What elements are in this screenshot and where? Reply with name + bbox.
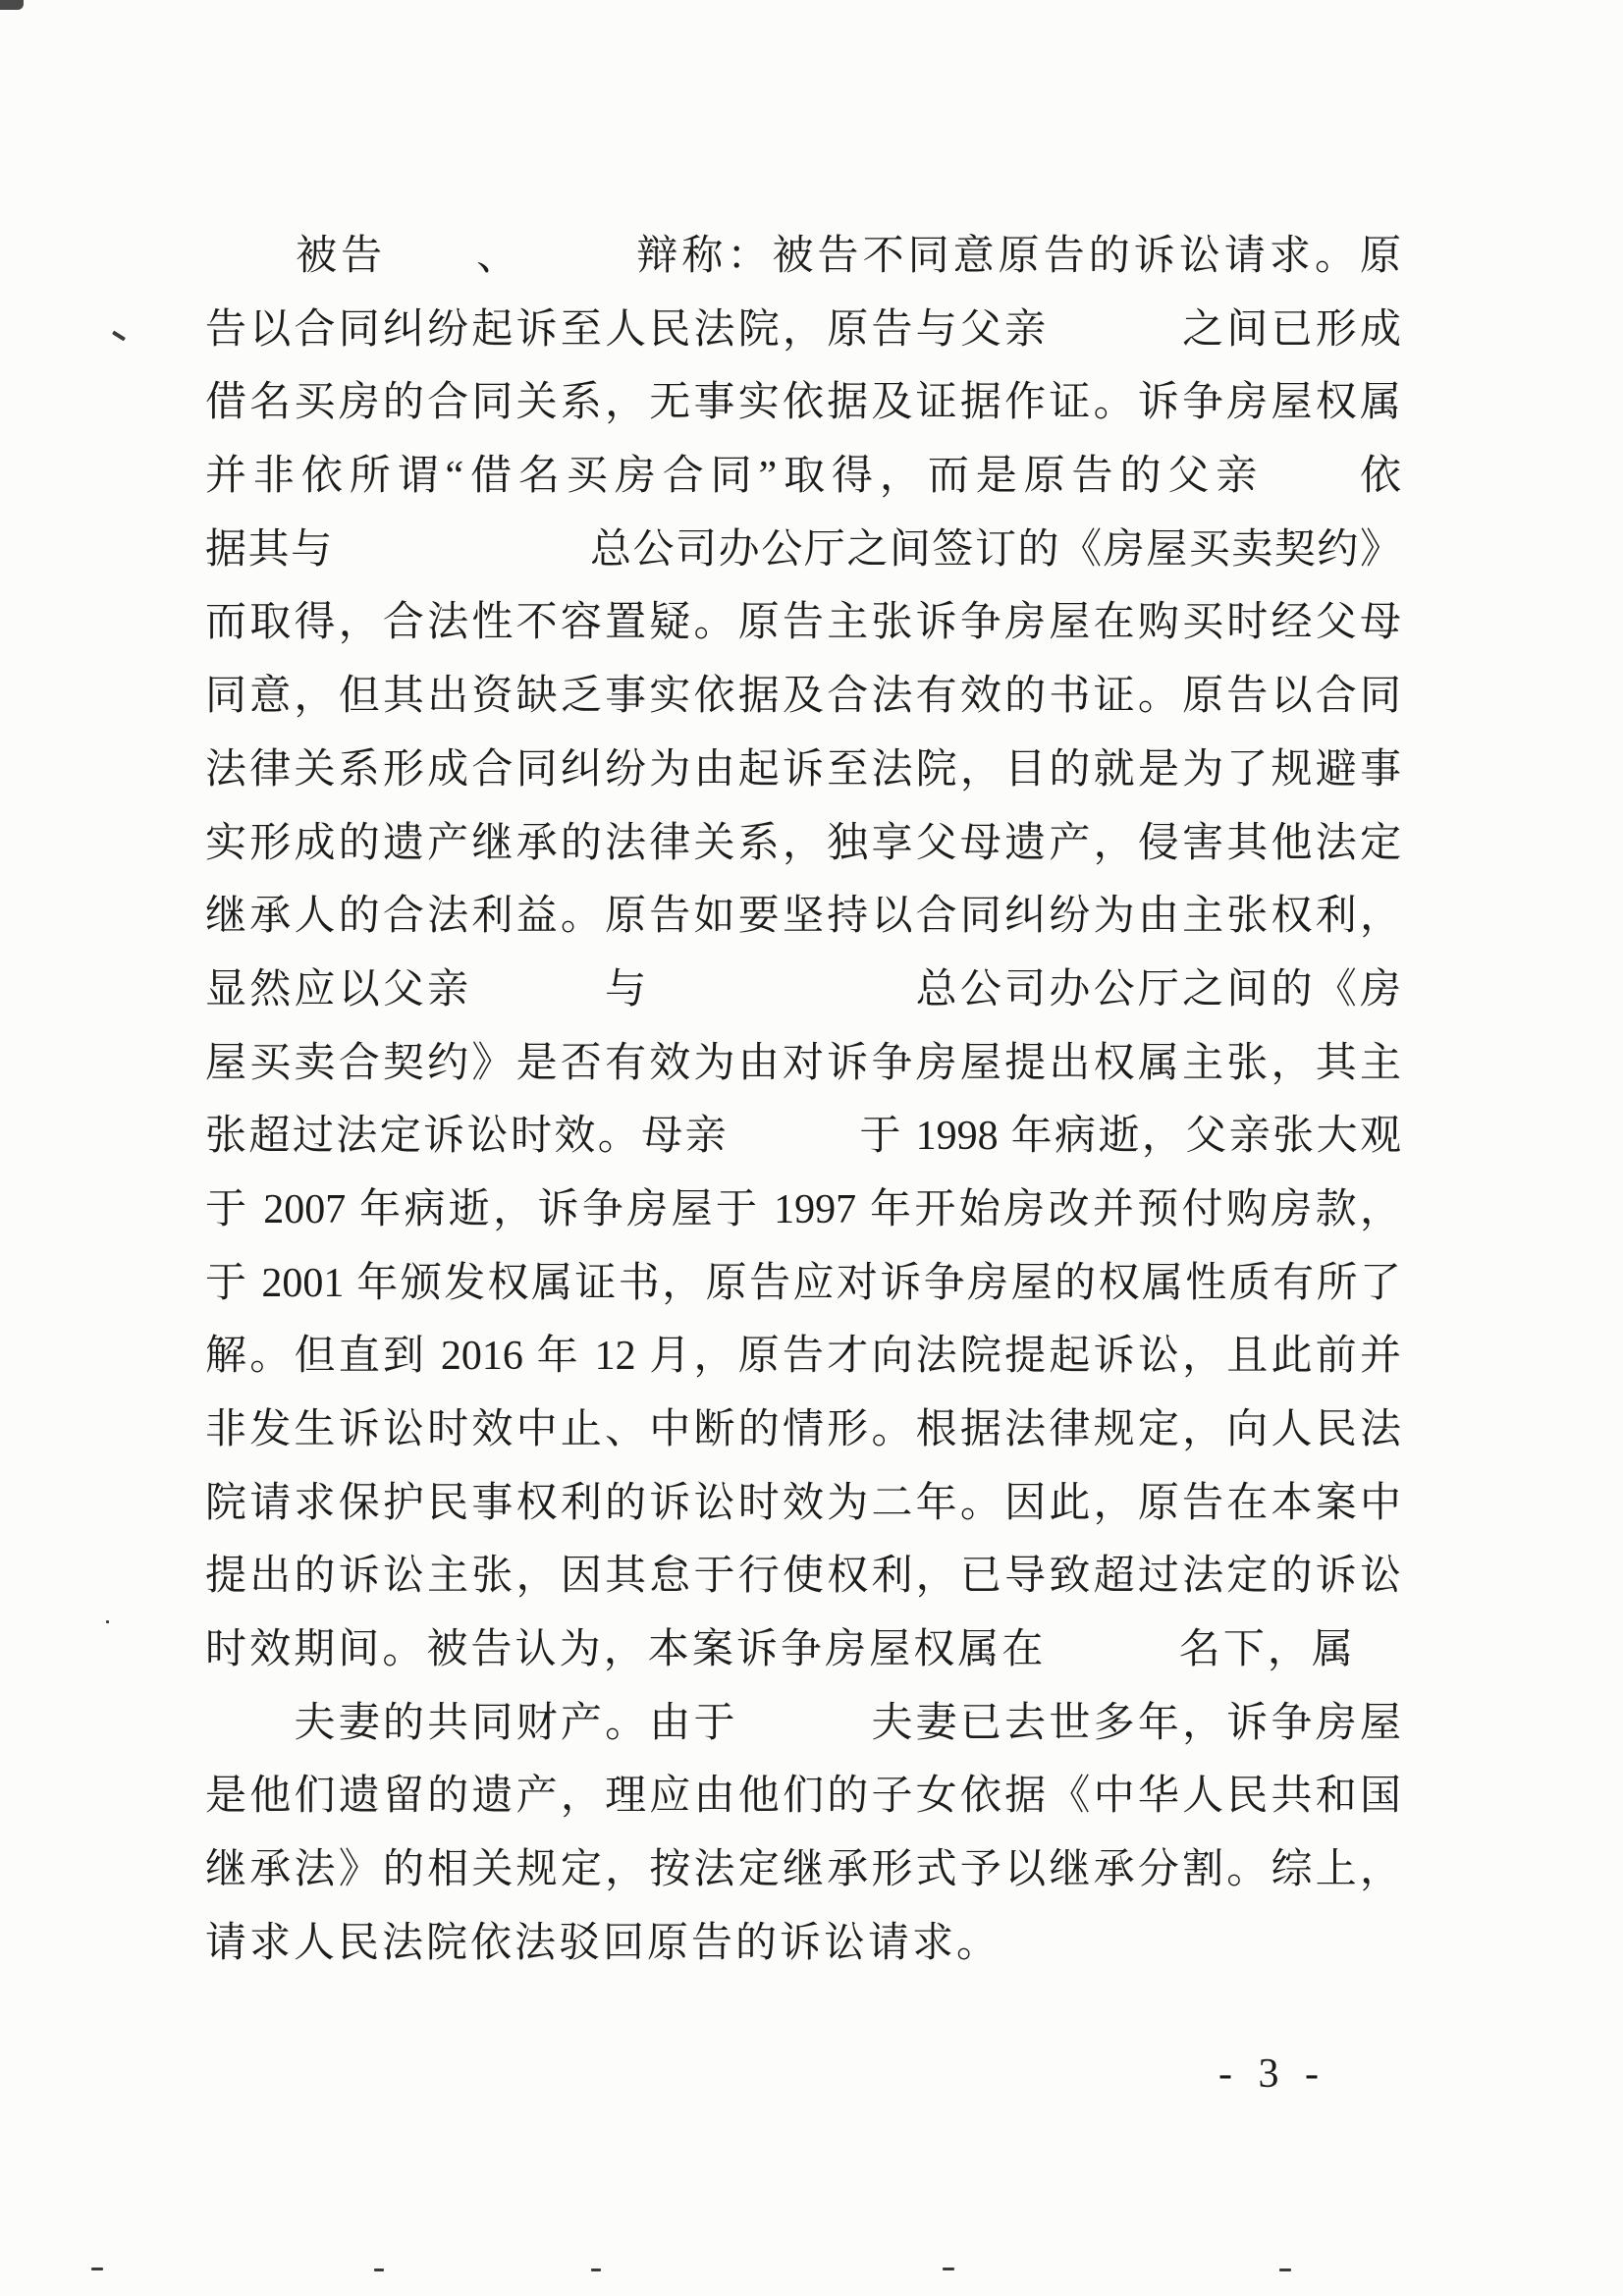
text-line: 告以合同纠纷起诉至人民法院，原告与父亲 之间已形成 — [205, 306, 1401, 353]
text-line: 院请求保护民事权利的诉讼时效为二年。因此，原告在本案中 — [205, 1480, 1401, 1526]
text-line: 于 2007 年病逝，诉争房屋于 1997 年开始房改并预付购房款， — [205, 1186, 1401, 1232]
page-number: - 3 - — [1218, 2051, 1326, 2097]
body-text — [205, 220, 1401, 1981]
text-line: 是他们遗留的遗产，理应由他们的子女依据《中华人民共和国 — [205, 1774, 1401, 1820]
scan-speck — [0, 0, 24, 10]
text-line: 继承人的合法利益。原告如要坚持以合同纠纷为由主张权利， — [205, 894, 1401, 940]
scan-speck — [591, 2269, 601, 2271]
scan-speck — [91, 2268, 103, 2270]
text-line: 显然应以父亲 与 总公司办公厅之间的《房 — [205, 966, 1401, 1012]
text-line: 解。但直到 2016 年 12 月，原告才向法院提起诉讼，且此前并 — [205, 1334, 1401, 1380]
text-line: 屋买卖合契约》是否有效为由对诉争房屋提出权属主张，其主 — [205, 1040, 1401, 1086]
text-line: 法律关系形成合同纠纷为由起诉至法院，目的就是为了规避事 — [205, 746, 1401, 793]
scan-speck — [374, 2269, 384, 2271]
text-line: 据其与 总公司办公厅之间签订的《房屋买卖契约》 — [205, 526, 1401, 573]
text-line: 非发生诉讼时效中止、中断的情形。根据法律规定，向人民法 — [205, 1407, 1401, 1452]
text-line: 张超过法定诉讼时效。母亲 于 1998 年病逝，父亲张大观 — [205, 1114, 1401, 1160]
text-line: 而取得，合法性不容置疑。原告主张诉争房屋在购买时经父母 — [205, 600, 1401, 646]
text-line: 同意，但其出资缺乏事实依据及合法有效的书证。原告以合同 — [205, 674, 1401, 720]
text-line: 被告 、 辩称：被告不同意原告的诉讼请求。原 — [205, 234, 1401, 279]
scan-speck — [1279, 2269, 1291, 2271]
text-line: 请求人民法院依法驳回原告的诉讼请求。 — [205, 1920, 1001, 1966]
text-line: 提出的诉讼主张，因其怠于行使权利，已导致超过法定的诉讼 — [205, 1554, 1401, 1600]
text-line: 夫妻的共同财产。由于 夫妻已去世多年，诉争房屋 — [205, 1700, 1401, 1746]
text-line: 实形成的遗产继承的法律关系，独享父母遗产，侵害其他法定 — [205, 820, 1401, 866]
scan-speck — [106, 1620, 109, 1623]
text-line: 时效期间。被告认为，本案诉争房屋权属在 名下，属 — [205, 1627, 1353, 1673]
text-line: 于 2001 年颁发权属证书，原告应对诉争房屋的权属性质有所了 — [205, 1260, 1401, 1306]
text-line: 借名买房的合同关系，无事实依据及证据作证。诉争房屋权属 — [205, 380, 1401, 426]
text-line: 并非依所谓“借名买房合同”取得，而是原告的父亲 依 — [205, 454, 1401, 500]
scan-speck — [943, 2268, 954, 2270]
text-line: 继承法》的相关规定，按法定继承形式予以继承分割。综上， — [205, 1847, 1401, 1893]
scan-speck — [112, 331, 126, 342]
